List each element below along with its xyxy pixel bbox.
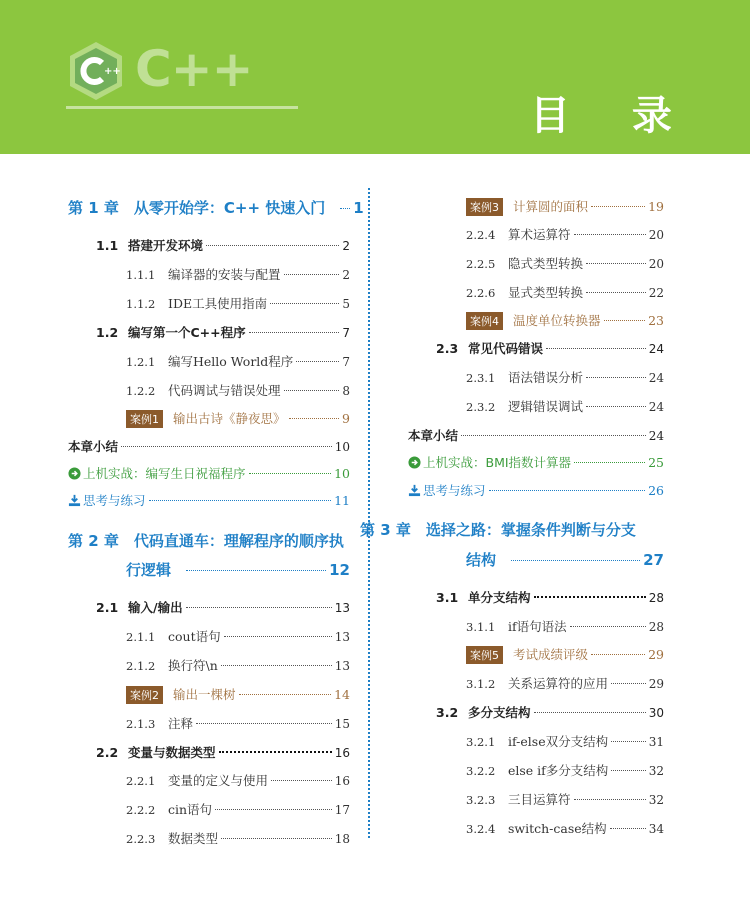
dot-leader [215,809,332,810]
toc-entry-3.1.2[interactable] [466,674,664,692]
logo-text: C++ [135,40,253,98]
toc-entry-案例4[interactable] [466,311,664,330]
dot-leader [570,626,646,627]
dot-leader [221,838,332,839]
toc-entry-2.2[interactable] [96,743,350,761]
section-title: 编译器的安装与配置 [168,267,281,282]
dot-leader [586,263,646,264]
dot-leader [534,596,646,598]
section-title: 代码调试与错误处理 [168,383,281,398]
section-title: 常见代码错误 [468,341,544,356]
arrow-circle-icon [408,456,421,469]
toc-entry-1.1[interactable] [96,236,350,254]
page-number: 24 [648,371,664,385]
page-title: 目 录 [530,93,696,139]
section-title: 数据类型 [168,831,219,846]
toc-entry-chap2a[interactable] [360,519,648,540]
section-number: 2.1.2 [126,659,156,673]
dot-leader [546,348,646,349]
dot-leader [591,206,645,207]
dot-leader [196,723,332,724]
section-number: 3.1.1 [466,620,496,634]
toc-entry-2.2.6[interactable] [466,283,664,301]
toc-entry-3.2.3[interactable] [466,790,664,808]
section-number: 3.2.3 [466,793,496,807]
dot-leader [239,694,332,695]
case-badge: 案例3 [466,198,503,216]
page-number: 28 [648,620,664,634]
chapter-title: 结构 [466,551,497,569]
toc-entry-2.1.3[interactable] [126,714,350,732]
toc-entry-2.1[interactable] [96,598,350,616]
section-title: switch-case结构 [508,821,607,836]
dot-leader [289,418,340,419]
section-title: if-else双分支结构 [508,734,609,749]
page-number: 17 [334,803,350,817]
case-title: 考试成绩评级 [513,647,589,662]
section-title: 单分支结构 [468,590,531,605]
dot-leader [249,473,332,474]
toc-entry-2.3.2[interactable] [466,397,664,415]
case-badge: 案例5 [466,646,503,664]
section-number: 2.3.1 [466,371,496,385]
section-number: 2.2.2 [126,803,156,817]
page-number: 28 [648,591,664,605]
page-number: 10 [334,440,350,454]
toc-entry-2.2.4[interactable] [466,225,664,243]
toc-entry-案例2[interactable] [126,685,350,704]
page-number: 13 [334,601,350,615]
dot-leader [586,292,646,293]
section-title: 算术运算符 [508,227,571,242]
page-number: 32 [648,793,664,807]
page-number: 12 [329,561,350,579]
page-number: 24 [648,342,664,356]
dot-leader [611,741,646,742]
dot-leader [284,390,340,391]
section-number: 2.3.2 [466,400,496,414]
toc-entry-2.1.2[interactable] [126,656,350,674]
dot-leader [270,303,339,304]
page-number: 20 [648,228,664,242]
toc-entry-chap[interactable] [68,197,364,218]
dot-leader [574,234,646,235]
section-title: 编写Hello World程序 [168,354,294,369]
dot-leader [284,274,340,275]
toc-entry-2.2.1[interactable] [126,771,350,789]
download-icon [408,484,421,497]
page-number: 2 [342,268,350,282]
case-badge: 案例1 [126,410,163,428]
section-title: 搭建开发环境 [128,238,204,253]
toc-entry-3.2[interactable] [436,703,664,721]
section-number: 1.2.1 [126,355,156,369]
page-number: 15 [334,717,350,731]
section-title: IDE工具使用指南 [168,296,268,311]
page-number: 19 [648,199,664,214]
dot-leader [489,490,646,491]
toc-entry-案例3[interactable] [466,197,664,216]
dot-leader [534,712,646,713]
toc-entry-3.1.1[interactable] [466,617,664,635]
dot-leader [574,462,645,463]
page-number: 1 [353,199,364,217]
dot-leader [206,245,339,246]
toc-entry-1.1.2[interactable] [126,294,350,312]
toc-entry-2.3[interactable] [436,339,664,357]
page-number: 22 [648,286,664,300]
section-title: cout语句 [168,629,221,644]
toc-entry-chap2a[interactable] [68,530,356,551]
toc-entry-3.2.1[interactable] [466,732,664,750]
page-number: 25 [648,455,664,470]
column-divider [368,188,370,838]
section-title: 关系运算符的应用 [508,676,609,691]
page-number: 23 [648,313,664,328]
section-title: 变量与数据类型 [128,745,216,760]
toc-entry-sum[interactable] [408,426,664,444]
section-number: 2.2.6 [466,286,496,300]
dot-leader [586,377,646,378]
toc-entry-chap2b[interactable] [466,549,664,570]
toc-entry-3.2.2[interactable] [466,761,664,779]
cpp-logo-icon [68,40,124,102]
download-icon [68,494,81,507]
dot-leader [591,654,645,655]
entry-title: 思考与练习 [83,493,146,508]
toc-entry-prac[interactable] [68,464,350,482]
toc-entry-3.2.4[interactable] [466,819,664,837]
section-number: 3.1.2 [466,677,496,691]
toc-entry-2.2.3[interactable] [126,829,350,847]
page-number: 8 [342,384,350,398]
dot-leader [219,751,332,753]
section-number: 2.1.3 [126,717,156,731]
section-title: 逻辑错误调试 [508,399,584,414]
section-title: 编写第一个C++程序 [128,325,246,340]
section-title: 注释 [168,716,194,731]
page-number: 2 [342,239,350,253]
page-number: 9 [342,411,350,426]
section-number: 1.1.2 [126,297,156,311]
page-number: 24 [648,400,664,414]
page-number: 13 [334,630,350,644]
dot-leader [586,406,646,407]
section-number: 2.3 [436,341,459,356]
toc-entry-chap2b[interactable] [126,559,350,580]
section-title: 显式类型转换 [508,285,584,300]
entry-title: 本章小结 [408,428,459,443]
dot-leader [340,208,350,209]
page-number: 29 [648,677,664,691]
page-number: 16 [334,774,350,788]
toc-entry-1.2.2[interactable] [126,381,350,399]
case-title: 温度单位转换器 [513,313,601,328]
page-number: 26 [648,483,664,498]
dot-leader [511,560,640,561]
section-number: 2.2.5 [466,257,496,271]
section-number: 2.1.1 [126,630,156,644]
section-title: 输入/输出 [128,600,183,615]
page-number: 7 [342,355,350,369]
section-number: 2.1 [96,600,119,615]
section-number: 2.2.1 [126,774,156,788]
page-number: 30 [648,706,664,720]
section-number: 3.1 [436,590,459,605]
toc-entry-1.1.1[interactable] [126,265,350,283]
page-number: 5 [342,297,350,311]
toc-entry-prac[interactable] [408,453,664,471]
entry-title: 本章小结 [68,439,119,454]
page-number: 20 [648,257,664,271]
section-number: 1.2 [96,325,119,340]
chapter-title: 行逻辑 [126,561,172,579]
section-number: 3.2 [436,705,459,720]
section-title: 三目运算符 [508,792,571,807]
arrow-circle-icon [68,467,81,480]
section-title: 换行符\n [168,658,218,673]
page-number: 18 [334,832,350,846]
page-number: 11 [334,493,350,508]
page-number: 10 [334,466,350,481]
dot-leader [249,332,340,333]
dot-leader [604,320,646,321]
case-title: 计算圆的面积 [513,199,589,214]
section-number: 1.2.2 [126,384,156,398]
section-title: else if多分支结构 [508,763,609,778]
case-badge: 案例2 [126,686,163,704]
toc-entry-案例1[interactable] [126,409,350,428]
page-number: 34 [648,822,664,836]
dot-leader [186,607,332,608]
dot-leader [271,780,332,781]
dot-leader [296,361,339,362]
toc-entry-2.2.5[interactable] [466,254,664,272]
section-number: 3.2.2 [466,764,496,778]
page-number: 32 [648,764,664,778]
toc-entry-2.3.1[interactable] [466,368,664,386]
entry-title: 思考与练习 [423,483,486,498]
section-title: 隐式类型转换 [508,256,584,271]
page-number: 24 [648,429,664,443]
chapter-title: 第 1 章 从零开始学：C++ 快速入门 [68,199,326,217]
toc-entry-2.2.2[interactable] [126,800,350,818]
section-number: 1.1.1 [126,268,156,282]
section-number: 3.2.4 [466,822,496,836]
toc-entry-案例5[interactable] [466,645,664,664]
toc-entry-exer[interactable] [68,491,350,509]
dot-leader [611,683,646,684]
section-number: 1.1 [96,238,119,253]
section-title: if语句语法 [508,619,567,634]
page-number: 14 [334,687,350,702]
section-title: 变量的定义与使用 [168,773,269,788]
toc-entry-exer[interactable] [408,481,664,499]
page-number: 16 [334,746,350,760]
section-number: 3.2.1 [466,735,496,749]
entry-title: 上机实战：编写生日祝福程序 [83,466,246,481]
entry-title: 上机实战：BMI指数计算器 [423,455,572,470]
section-title: cin语句 [168,802,213,817]
toc-entry-3.1[interactable] [436,588,664,606]
page-number: 7 [342,326,350,340]
chapter-title: 第 3 章 选择之路：掌握条件判断与分支 [360,521,636,539]
dot-leader [121,446,332,447]
page-number: 27 [643,551,664,569]
logo-underline [66,106,298,109]
dot-leader [574,799,646,800]
case-badge: 案例4 [466,312,503,330]
section-title: 多分支结构 [468,705,531,720]
page-number: 31 [648,735,664,749]
toc-entry-1.2[interactable] [96,323,350,341]
svg-text:++: ++ [104,66,121,77]
toc-entry-sum[interactable] [68,437,350,455]
page-number: 13 [334,659,350,673]
dot-leader [149,500,332,501]
toc-entry-2.1.1[interactable] [126,627,350,645]
page-number: 29 [648,647,664,662]
dot-leader [224,636,332,637]
toc-entry-1.2.1[interactable] [126,352,350,370]
dot-leader [221,665,332,666]
chapter-title: 第 2 章 代码直通车：理解程序的顺序执 [68,532,344,550]
section-number: 2.2 [96,745,119,760]
case-title: 输出古诗《静夜思》 [173,411,286,426]
header-banner [0,0,750,154]
dot-leader [611,770,645,771]
section-number: 2.2.4 [466,228,496,242]
case-title: 输出一棵树 [173,687,236,702]
section-number: 2.2.3 [126,832,156,846]
section-title: 语法错误分析 [508,370,584,385]
dot-leader [186,570,326,571]
dot-leader [461,435,646,436]
dot-leader [610,828,646,829]
